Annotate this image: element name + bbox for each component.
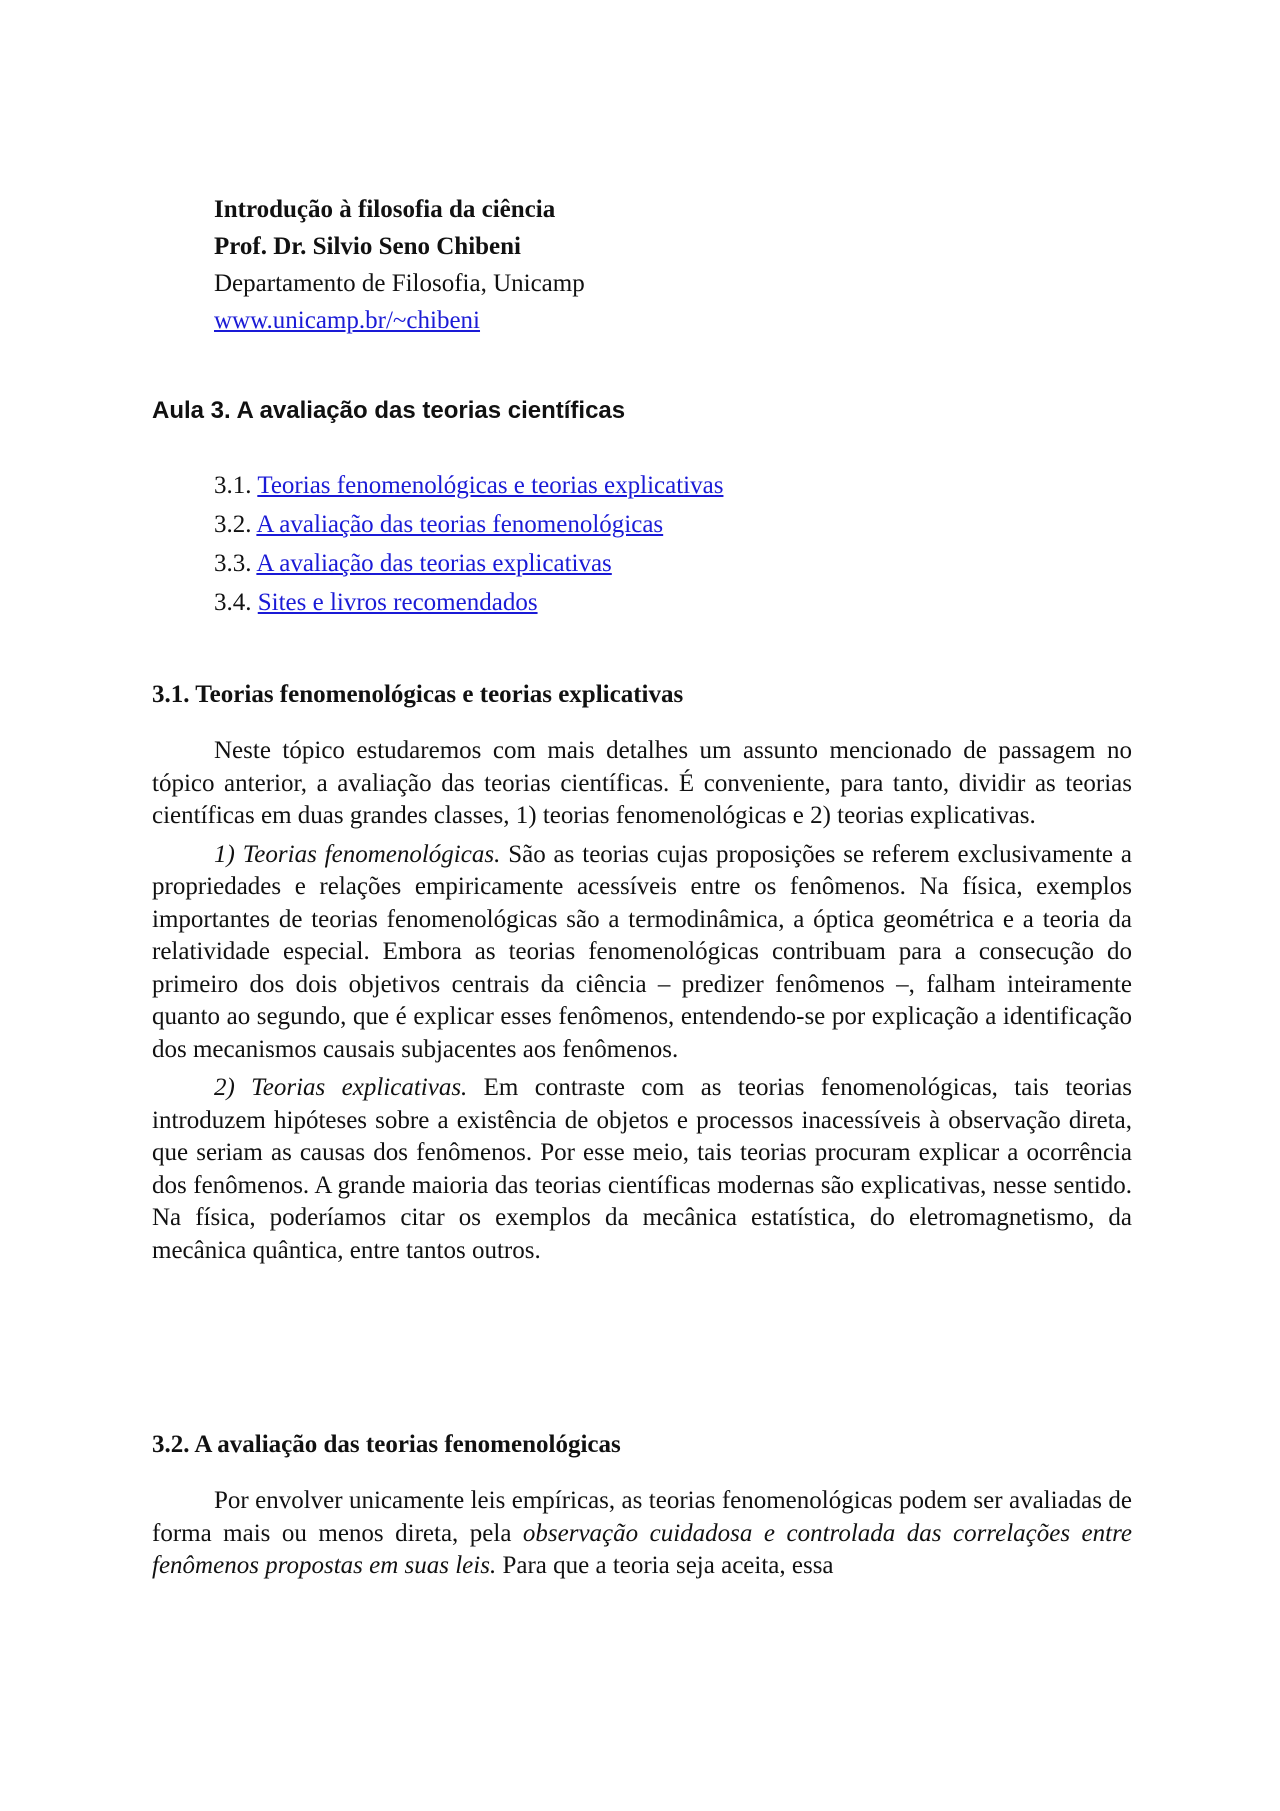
toc-number: 3.3.	[214, 550, 252, 577]
table-of-contents	[214, 466, 723, 622]
paragraph-italic-lead: 1) Teorias fenomenológicas.	[214, 840, 501, 868]
professor-name: Prof. Dr. Silvio Seno Chibeni	[214, 233, 521, 260]
toc-item	[214, 544, 723, 583]
document-header	[214, 191, 585, 339]
course-title: Introdução à filosofia da ciência	[214, 196, 556, 223]
section-3-2-body	[152, 1485, 1132, 1589]
toc-item	[214, 583, 723, 622]
department: Departamento de Filosofia, Unicamp	[214, 270, 585, 297]
paragraph-italic-lead: 2) Teorias explicativas.	[214, 1074, 468, 1101]
section-heading-3-2: 3.2. A avaliação das teorias fenomenológicas	[152, 1431, 621, 1458]
toc-link-3-3[interactable]: A avaliação das teorias explicativas	[256, 550, 612, 577]
section-heading-3-1: 3.1. Teorias fenomenológicas e teorias explicativas	[152, 681, 684, 708]
paragraph	[152, 1485, 1132, 1583]
paragraph: Neste tópico estudaremos com mais detalhes um assunto mencionado de passagem no tópico anterior, a avaliação das teorias científicas. É conveniente, para tanto, dividir as teorias científicas em duas grandes classes, 1) teorias fenomenológicas e 2) teorias explicativas.	[152, 737, 1132, 829]
toc-item	[214, 505, 723, 544]
toc-item	[214, 466, 723, 505]
toc-link-3-2[interactable]: A avaliação das teorias fenomenológicas	[256, 511, 664, 538]
paragraph-text: Para que a teoria seja aceita, essa	[496, 1552, 834, 1579]
toc-number: 3.1.	[214, 472, 252, 499]
toc-number: 3.2.	[214, 511, 252, 538]
paragraph-text: São as teorias cujas proposições se referem exclusivamente a propriedades e relações empiricamente acessíveis entre os fenômenos. Na física, exemplos importantes de teorias fenomenológicas são a termodinâmica, a óptica geométrica e a teoria da relatividade especial. Embora as teorias fenomenológicas contribuam para a consecução do primeiro dos dois objetivos centrais da ciência – predizer fenômenos –, falham inteiramente quanto ao segundo, que é explicar esses fenômenos, entendendo-se por explicação a identificação dos mecanismos causais subjacentes aos fenômenos.	[152, 840, 1132, 1063]
toc-number: 3.4.	[214, 589, 252, 616]
paragraph	[152, 839, 1132, 1067]
lesson-title: Aula 3. A avaliação das teorias científicas	[152, 397, 626, 424]
toc-link-3-4[interactable]: Sites e livros recomendados	[257, 589, 538, 616]
paragraph	[152, 1072, 1132, 1267]
paragraph-text: Por envolver unicamente leis empíricas, as teorias fenomenológicas podem ser avaliadas de forma mais ou menos direta, pela	[152, 1487, 1132, 1547]
paragraph-text: Em contraste com as teorias fenomenológicas, tais teorias introduzem hipóteses sobre a existência de objetos e processos inacessíveis à observação direta, que seriam as causas dos fenômenos. Por esse meio, tais teorias procuram explicar a ocorrência dos fenômenos. A grande maioria das teorias científicas modernas são explicativas, nesse sentido. Na física, poderíamos citar os exemplos da mecânica estatística, do eletromagnetismo, da mecânica quântica, entre tantos outros.	[152, 1074, 1132, 1264]
website-link[interactable]: www.unicamp.br/~chibeni	[214, 307, 481, 334]
paragraph-italic: observação cuidadosa e controlada das correlações entre fenômenos propostas em suas leis.	[152, 1519, 1132, 1579]
section-3-1-body	[152, 735, 1132, 1273]
toc-link-3-1[interactable]: Teorias fenomenológicas e teorias explicativas	[257, 472, 724, 499]
